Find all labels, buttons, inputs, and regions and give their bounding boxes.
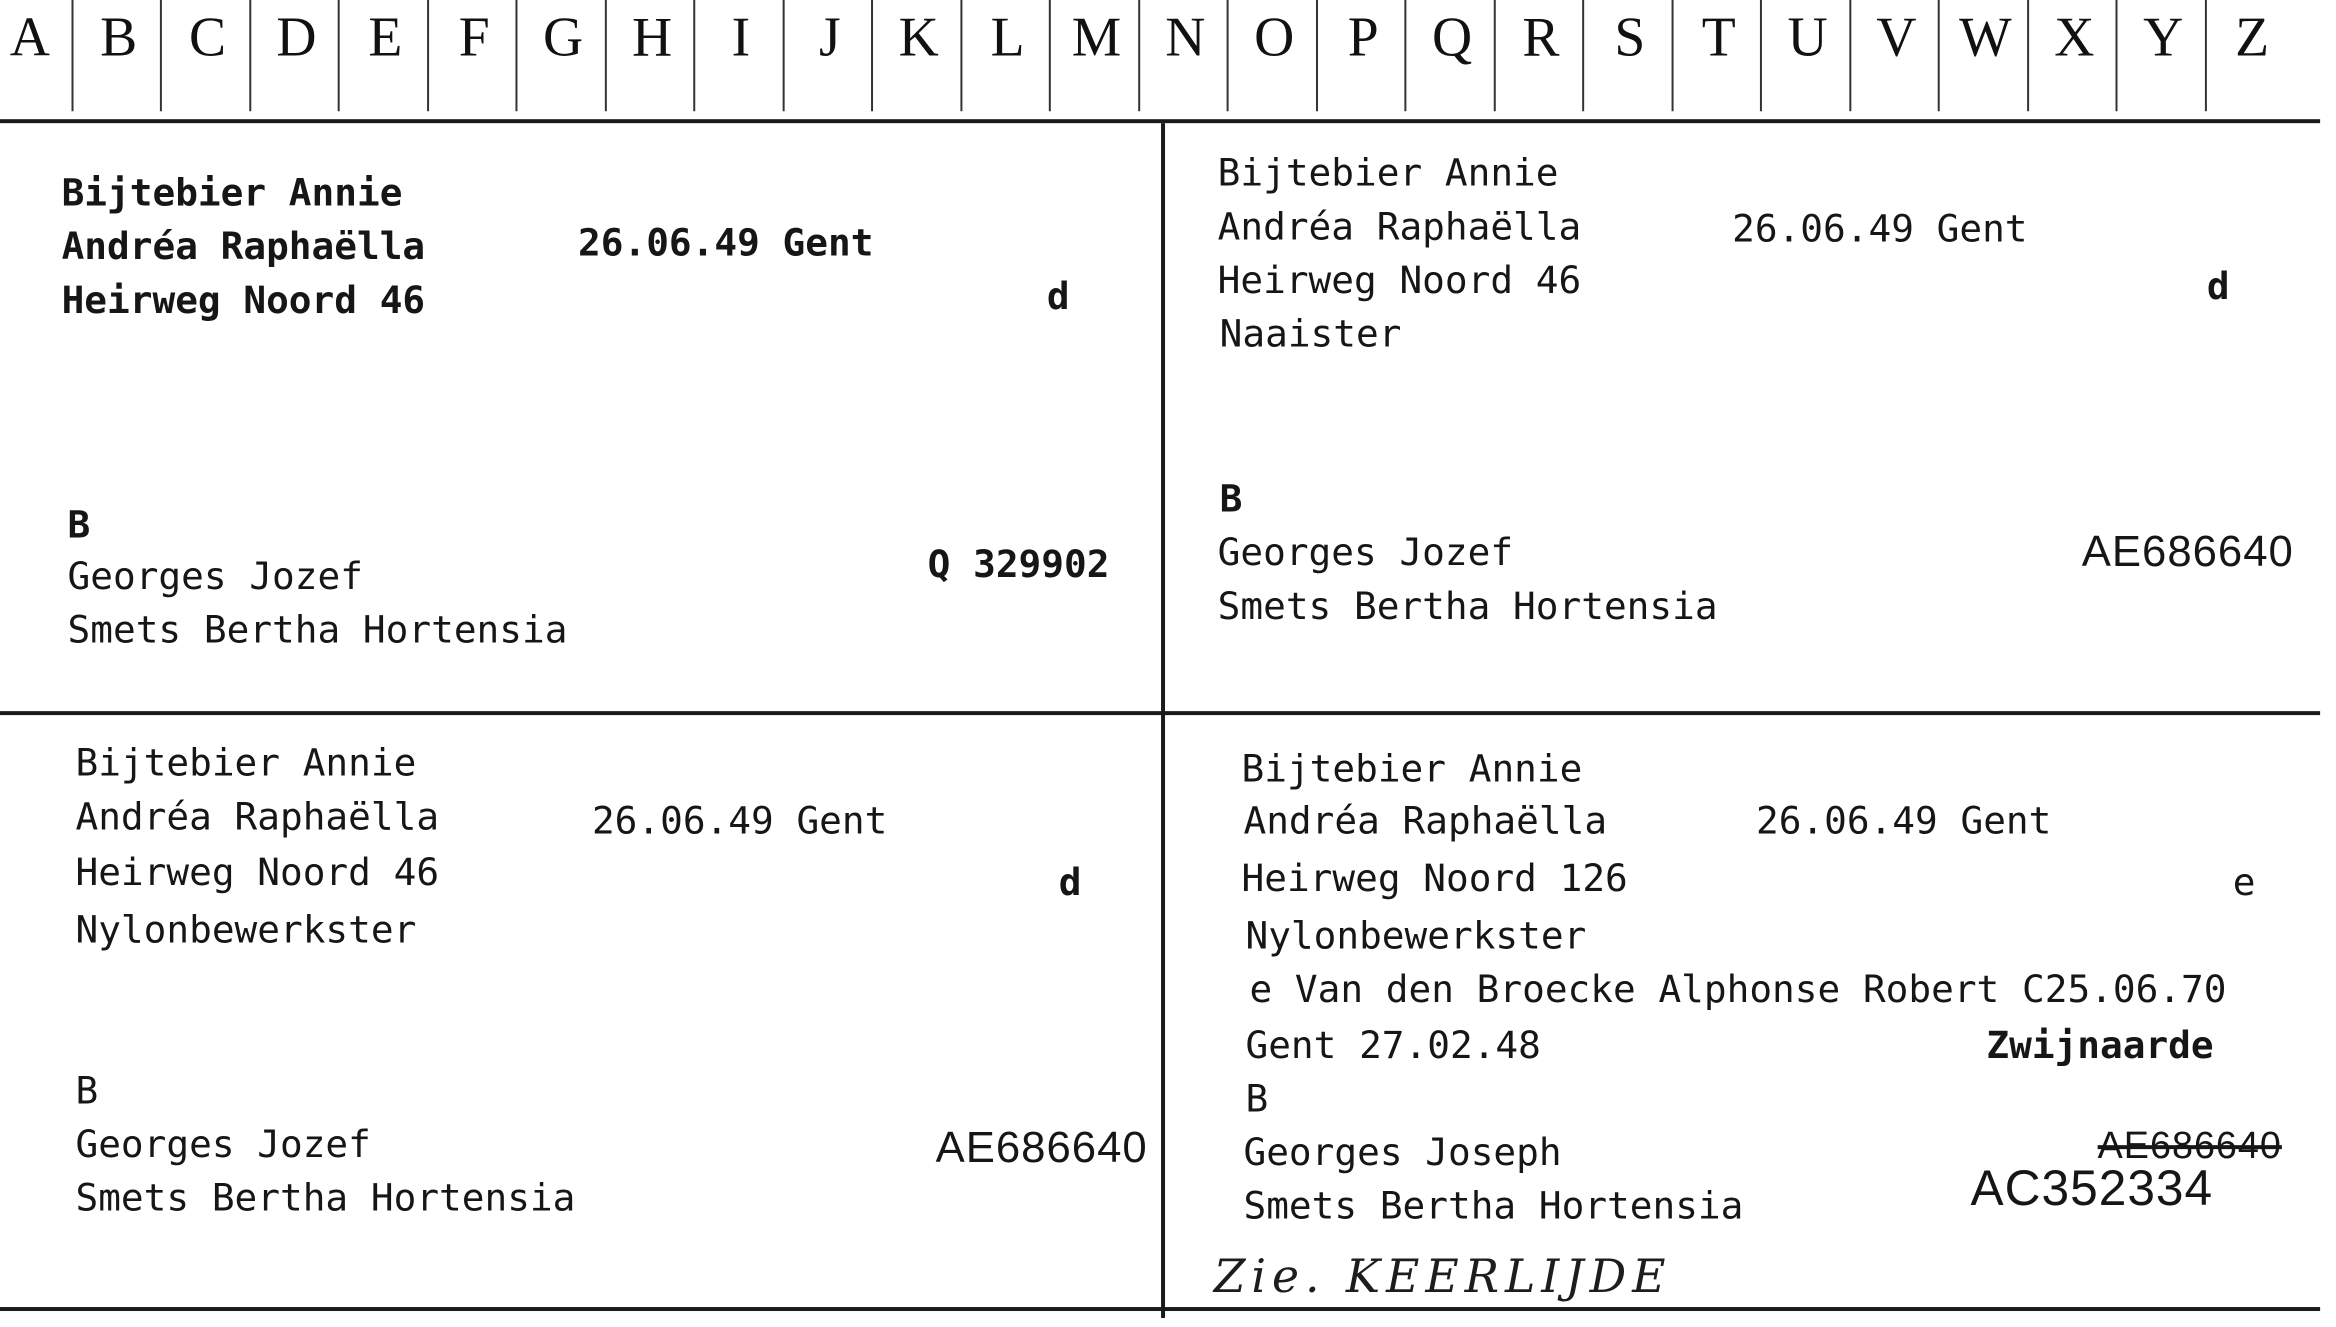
card-spouse-birth: Gent 27.02.48 [1245, 1022, 1541, 1067]
card-marker: B [1219, 476, 1243, 521]
card-status-letter: d [1058, 860, 1082, 904]
index-separator [604, 0, 606, 111]
index-separator [160, 0, 162, 111]
index-letter-a: A [9, 6, 50, 69]
index-separator [2027, 0, 2029, 111]
card-name: Bijtebier Annie [75, 740, 417, 785]
card-status-letter: d [2206, 264, 2230, 308]
index-letter-s: S [1614, 6, 1646, 69]
index-letter-g: G [543, 6, 584, 69]
index-separator [71, 0, 73, 111]
alphabet-index-strip [0, 0, 2320, 123]
card-name: Bijtebier Annie [61, 170, 403, 215]
index-letter-v: V [1876, 6, 1917, 69]
card-occupation: Nylonbewerkster [75, 907, 417, 952]
index-separator [1404, 0, 1406, 111]
index-separator [1493, 0, 1495, 111]
card-mother: Smets Bertha Hortensia [1243, 1183, 1744, 1228]
index-separator [1049, 0, 1051, 111]
index-separator [1938, 0, 1940, 111]
index-letter-j: J [818, 6, 841, 69]
index-letter-d: D [276, 6, 317, 69]
index-letter-p: P [1347, 6, 1379, 69]
card-birth-date-place: 26.06.49 Gent [1755, 798, 2052, 843]
index-separator [782, 0, 784, 111]
index-letter-h: H [631, 6, 673, 69]
index-letter-l: L [990, 6, 1025, 69]
card-mother: Smets Bertha Hortensia [67, 607, 568, 652]
card-id-number: AE686640 [935, 1123, 1148, 1172]
index-letter-n: N [1165, 6, 1206, 69]
card-divider-horizontal [0, 711, 2320, 715]
index-separator [693, 0, 695, 111]
card-birth-date-place: 26.06.49 Gent [591, 798, 888, 843]
card-id-number: Q 329902 [927, 542, 1110, 586]
index-separator [2116, 0, 2118, 111]
card-status-letter: e [2232, 860, 2256, 904]
card-father: Georges Jozef [1217, 530, 1514, 575]
index-letter-i: I [731, 6, 751, 69]
index-letter-w: W [1959, 6, 2012, 69]
card-address: Heirweg Noord 46 [75, 850, 440, 894]
index-separator [427, 0, 429, 111]
card-marriage-place: Zwijnaarde [1986, 1022, 2214, 1067]
card-given-names: Andréa Raphaëlla [1243, 798, 1608, 843]
card-name: Bijtebier Annie [1217, 150, 1559, 195]
index-letter-e: E [368, 6, 403, 69]
index-separator [338, 0, 340, 111]
card-birth-date-place: 26.06.49 Gent [1732, 206, 2028, 251]
card-name: Bijtebier Annie [1241, 746, 1583, 791]
card-father: Georges Jozef [67, 554, 363, 598]
index-letter-t: T [1701, 6, 1736, 69]
card-occupation: Nylonbewerkster [1245, 913, 1587, 958]
index-separator [249, 0, 251, 111]
index-letter-y: Y [2143, 6, 2184, 69]
card-mother: Smets Bertha Hortensia [1217, 584, 1718, 628]
card-address: Heirweg Noord 126 [1241, 856, 1628, 900]
card-id-number: AE686640 [2081, 527, 2294, 577]
index-separator [1849, 0, 1851, 111]
index-separator [2204, 0, 2206, 111]
index-separator [960, 0, 962, 111]
handwritten-note: Zie. KEERLIJDE [1213, 1249, 1672, 1304]
card-given-names: Andréa Raphaëlla [1217, 204, 1582, 249]
index-letter-u: U [1787, 6, 1828, 69]
card-address: Heirweg Noord 46 [1217, 258, 1582, 302]
card-father: Georges Joseph [1243, 1130, 1562, 1174]
index-letter-c: C [189, 6, 227, 69]
index-separator [1582, 0, 1584, 111]
card-id-number-new: AC352334 [1970, 1160, 2214, 1216]
index-separator [515, 0, 517, 111]
card-status-letter: d [1046, 274, 1070, 318]
card-id-number-struck: AE686640 [2097, 1125, 2282, 1168]
index-separator [1671, 0, 1673, 111]
card-marker: B [1245, 1076, 1269, 1121]
index-letter-m: M [1071, 6, 1122, 69]
card-spouse: e Van den Broecke Alphonse Robert C25.06.70 [1249, 967, 2227, 1012]
card-given-names: Andréa Raphaëlla [61, 224, 426, 269]
index-letter-x: X [2054, 6, 2095, 69]
card-given-names: Andréa Raphaëlla [75, 794, 440, 839]
card-marker: B [75, 1068, 99, 1113]
card-father: Georges Jozef [75, 1122, 371, 1167]
card-divider-vertical [1161, 123, 1165, 1318]
index-letter-r: R [1522, 6, 1560, 69]
index-separator [871, 0, 873, 111]
card-address: Heirweg Noord 46 [61, 278, 426, 322]
index-letter-b: B [100, 6, 138, 69]
card-marker: B [67, 502, 91, 547]
index-letter-q: Q [1431, 6, 1473, 69]
index-separator [1315, 0, 1317, 111]
index-separator [1138, 0, 1140, 111]
index-separator [1760, 0, 1762, 111]
index-letter-k: K [898, 6, 939, 69]
card-mother: Smets Bertha Hortensia [75, 1175, 576, 1220]
card-occupation: Naaister [1219, 311, 1402, 356]
index-separator [1227, 0, 1229, 111]
index-letter-o: O [1254, 6, 1295, 69]
card-divider-bottom [0, 1307, 2320, 1311]
card-birth-date-place: 26.06.49 Gent [578, 220, 874, 265]
index-letter-f: F [458, 6, 490, 69]
index-letter-z: Z [2235, 6, 2270, 69]
